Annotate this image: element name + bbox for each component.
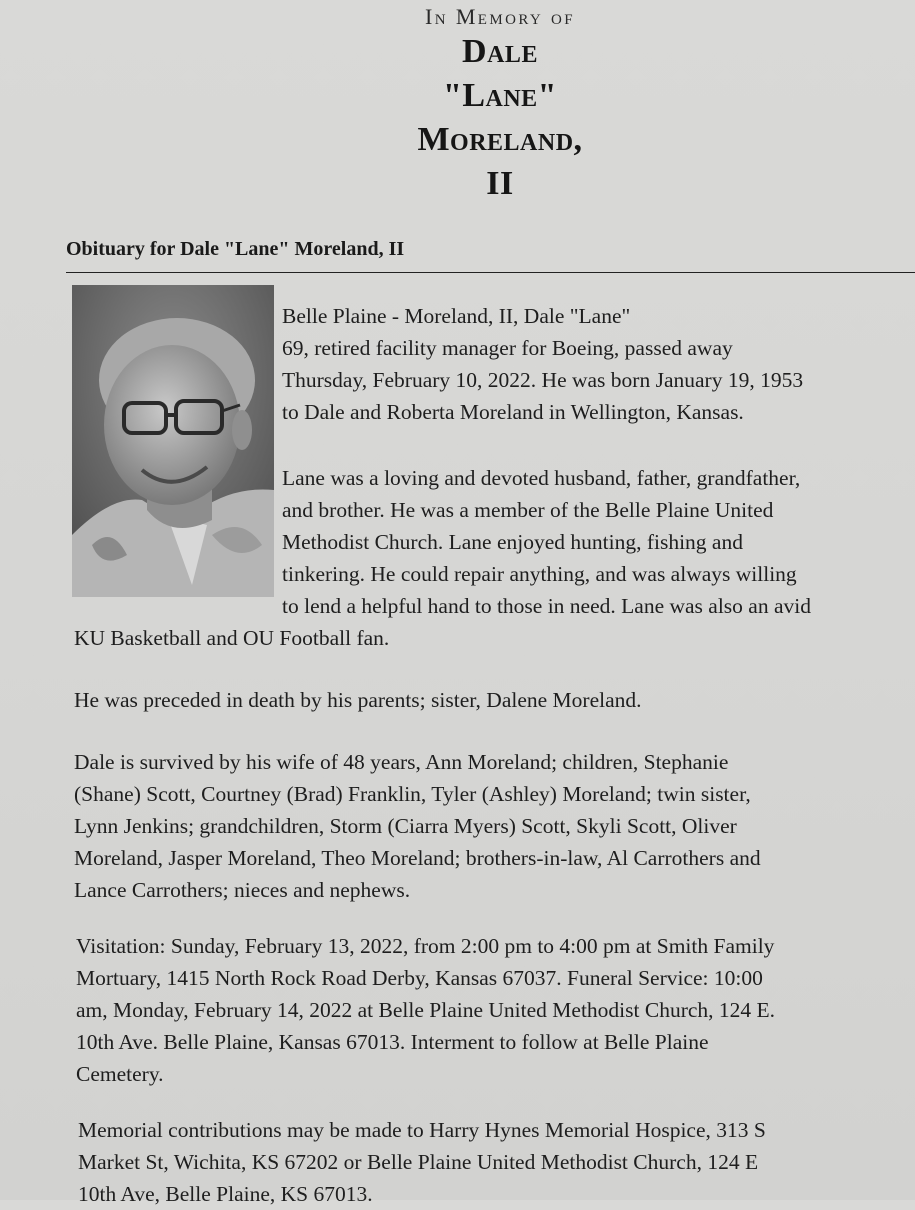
text-line: He was preceded in death by his parents; sister, Dalene Moreland. — [74, 688, 642, 712]
text-line: Moreland, Jasper Moreland, Theo Moreland; brothers-in-law, Al Carrothers and — [74, 846, 761, 870]
text-line: Thursday, February 10, 2022. He was born January 19, 1953 — [282, 368, 804, 392]
text-line: 10th Ave. Belle Plaine, Kansas 67013. Interment to follow at Belle Plaine — [76, 1030, 709, 1054]
text-line: Dale is survived by his wife of 48 years, Ann Moreland; children, Stephanie — [74, 750, 729, 774]
paragraph-1 — [282, 300, 803, 428]
obituary-heading: Obituary for Dale "Lane" Moreland, II — [66, 238, 405, 260]
portrait-photo — [72, 285, 274, 597]
text-line: tinkering. He could repair anything, and was always willing — [282, 562, 797, 586]
name-line-4: II — [486, 165, 514, 202]
memorial-header — [0, 4, 915, 206]
text-line: Memorial contributions may be made to Harry Hynes Memorial Hospice, 313 S — [78, 1118, 766, 1142]
paragraph-2-full — [74, 622, 389, 654]
text-line: to lend a helpful hand to those in need. Lane was also an avid — [282, 594, 811, 618]
in-memory-of-label: In Memory of — [424, 4, 576, 29]
name-line-3: Moreland, — [417, 121, 583, 158]
paragraph-6 — [78, 1114, 766, 1210]
text-line: Market St, Wichita, KS 67202 or Belle Plaine United Methodist Church, 124 E — [78, 1150, 759, 1174]
text-line: Visitation: Sunday, February 13, 2022, from 2:00 pm to 4:00 pm at Smith Family — [76, 934, 775, 958]
text-line: Methodist Church. Lane enjoyed hunting, fishing and — [282, 530, 743, 554]
text-line: to Dale and Roberta Moreland in Wellington, Kansas. — [282, 400, 744, 424]
portrait-image — [72, 285, 274, 597]
text-line: Mortuary, 1415 North Rock Road Derby, Kansas 67037. Funeral Service: 10:00 — [76, 966, 763, 990]
paragraph-3 — [74, 684, 642, 716]
name-line-1: Dale — [462, 33, 538, 70]
text-line: Lane was a loving and devoted husband, father, grandfather, — [282, 466, 801, 490]
text-line: Belle Plaine - Moreland, II, Dale "Lane" — [282, 304, 631, 328]
text-line: Lance Carrothers; nieces and nephews. — [74, 878, 411, 902]
paragraph-2-wrapped — [282, 462, 811, 622]
text-line: (Shane) Scott, Courtney (Brad) Franklin, Tyler (Ashley) Moreland; twin sister, — [74, 782, 751, 806]
text-line: am, Monday, February 14, 2022 at Belle Plaine United Methodist Church, 124 E. — [76, 998, 776, 1022]
paragraph-5 — [76, 930, 775, 1090]
paragraph-4 — [74, 746, 761, 906]
heading-divider — [66, 272, 915, 273]
text-line: 69, retired facility manager for Boeing, passed away — [282, 336, 733, 360]
text-line: and brother. He was a member of the Belle Plaine United — [282, 498, 774, 522]
text-line: 10th Ave, Belle Plaine, KS 67013. — [78, 1182, 373, 1206]
text-line: Cemetery. — [76, 1062, 164, 1086]
text-line: Lynn Jenkins; grandchildren, Storm (Ciarra Myers) Scott, Skyli Scott, Oliver — [74, 814, 737, 838]
name-line-2: "Lane" — [442, 77, 558, 114]
text-line: KU Basketball and OU Football fan. — [74, 626, 390, 650]
